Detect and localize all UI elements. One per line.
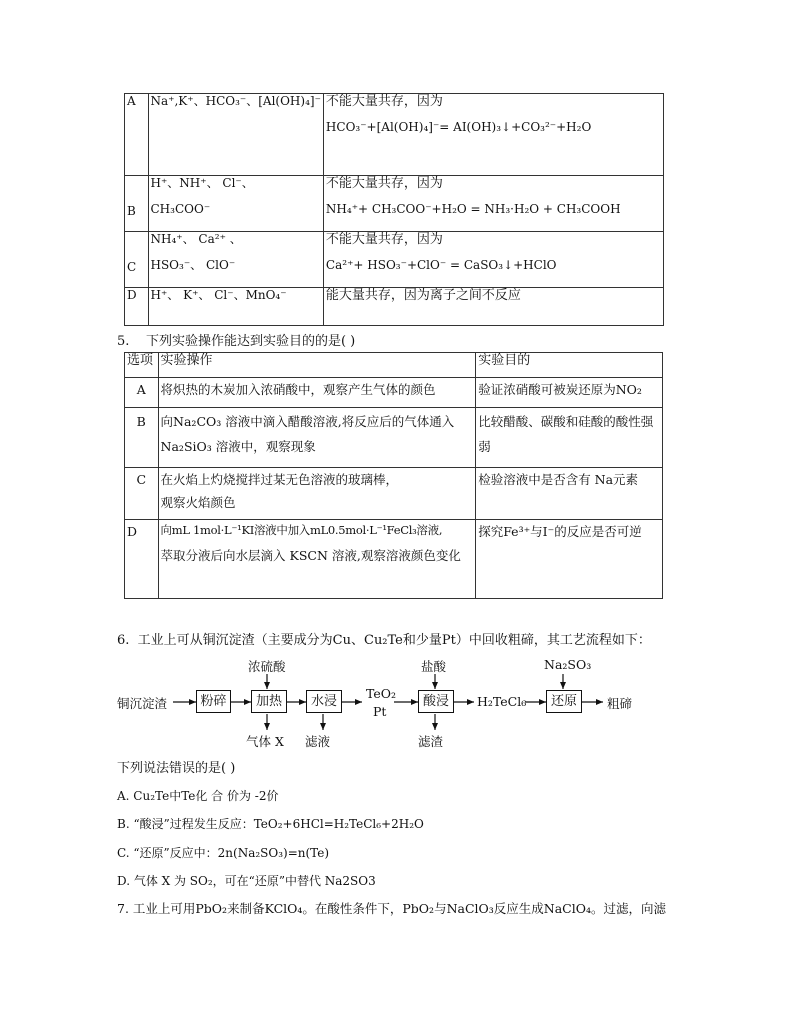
flow-start-label: 铜沉淀渣: [117, 696, 168, 711]
flow-step-heat: 加热: [251, 690, 287, 713]
operation-cell: 在火焰上灼烧搅拌过某无色溶液的玻璃棒， 观察火焰颜色: [158, 468, 476, 520]
flow-step-reduce: 还原: [546, 690, 582, 713]
row-label: A: [125, 94, 149, 176]
header-purpose: 实验目的: [476, 353, 663, 378]
purpose-cell: 比较醋酸、碳酸和硅酸的酸性强 弱: [476, 408, 663, 468]
gas-x-label: 气体 X: [246, 734, 284, 749]
filtrate-label: 滤液: [305, 734, 331, 749]
reagent-conc-sulfuric-acid: 浓硫酸: [248, 659, 286, 674]
row-label: C: [125, 468, 159, 520]
operation-cell: 将炽热的木炭加入浓硝酸中，观察产生气体的颜色: [158, 378, 476, 408]
option-b: B. “酸浸”过程发生反应：TeO₂+6HCl=H₂TeCl₆+2H₂O: [117, 817, 424, 831]
judgment-cell: 不能大量共存，因为 HCO₃⁻+[Al(OH)₄]⁻= AI(OH)₃↓+CO₃²⁻+H₂O: [323, 94, 663, 176]
judgment-cell: 不能大量共存，因为 Ca²⁺+ HSO₃⁻+ClO⁻ = CaSO₃↓+HClO: [323, 232, 663, 288]
operation-cell: 向mL 1mol·L⁻¹KI溶液中加入mL0.5mol·L⁻¹FeCl₃溶液, 萃取分液后向水层滴入 KSCN 溶液,观察溶液颜色变化: [158, 520, 476, 599]
pt-label: Pt: [373, 704, 387, 719]
flow-step-water-leach: 水浸: [306, 690, 342, 713]
reagent-hydrochloric-acid: 盐酸: [421, 659, 447, 674]
question-6-stem: 6. 工业上可从铜沉淀渣（主要成分为Cu、Cu₂Te和少量Pt）中回收粗碲，其工艺流程如下：: [117, 633, 651, 648]
judgment-cell: 不能大量共存，因为 NH₄⁺+ CH₃COO⁻+H₂O = NH₃·H₂O + CH₃COOH: [323, 176, 663, 232]
flow-product-label: 粗碲: [607, 696, 633, 711]
header-option: 选项: [125, 353, 159, 378]
row-label: B: [125, 176, 149, 232]
ion-list: Na⁺,K⁺、HCO₃⁻、[Al(OH)₄]⁻: [148, 94, 323, 176]
question-6-prompt: 下列说法错误的是( ): [117, 761, 236, 776]
judgment-cell: 能大量共存，因为离子之间不反应: [323, 288, 663, 326]
teo2-label: TeO₂: [366, 686, 397, 701]
question-5-stem: 5. 下列实验操作能达到实验目的的是( ): [117, 334, 356, 349]
reagent-sodium-sulfite: Na₂SO₃: [544, 657, 592, 672]
row-label: D: [125, 288, 149, 326]
row-label: B: [125, 408, 159, 468]
purpose-cell: 验证浓硝酸可被炭还原为NO₂: [476, 378, 663, 408]
operation-cell: 向Na₂CO₃ 溶液中滴入醋酸溶液,将反应后的气体通入 Na₂SiO₃ 溶液中，观察现象: [158, 408, 476, 468]
row-label: D: [125, 520, 159, 599]
h2tecl6-label: H₂TeCl₆: [477, 694, 527, 709]
residue-label: 滤渣: [418, 734, 444, 749]
row-label: A: [125, 378, 159, 408]
flow-step-acid-leach: 酸浸: [418, 690, 454, 713]
flow-step-crush: 粉碎: [196, 690, 231, 713]
ion-list: H⁺、 K⁺、 Cl⁻、MnO₄⁻: [148, 288, 323, 326]
option-c: C. “还原”反应中：2n(Na₂SO₃)=n(Te): [117, 846, 330, 860]
purpose-cell: 探究Fe³⁺与I⁻的反应是否可逆: [476, 520, 663, 599]
purpose-cell: 检验溶液中是否含有 Na元素: [476, 468, 663, 520]
ion-list: NH₄⁺、 Ca²⁺ 、 HSO₃⁻、 ClO⁻: [148, 232, 323, 288]
ion-list: H⁺、NH⁺、 Cl⁻、 CH₃COO⁻: [148, 176, 323, 232]
header-operation: 实验操作: [158, 353, 476, 378]
row-label: C: [125, 232, 149, 288]
option-a: A. Cu₂Te中Te化 合 价为 -2价: [117, 789, 279, 803]
option-d: D. 气体 X 为 SO₂，可在“还原”中替代 Na2SO3: [117, 874, 376, 888]
question-7-stem: 7. 工业上可用PbO₂来制备KClO₄。在酸性条件下，PbO₂与NaClO₃反应生成NaClO₄。过滤，向滤: [117, 901, 666, 916]
